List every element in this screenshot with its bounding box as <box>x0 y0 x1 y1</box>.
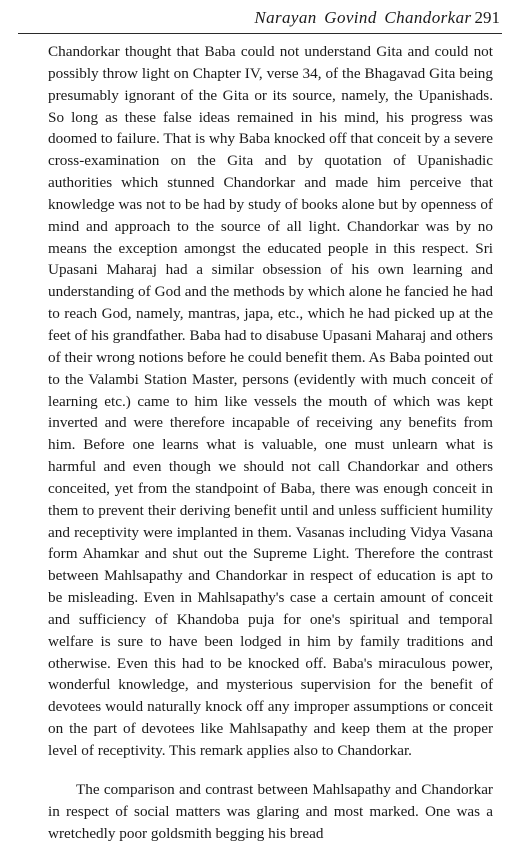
running-title: Narayan Govind Chandorkar <box>254 8 472 27</box>
page-number: 291 <box>474 8 500 27</box>
paragraph: The comparison and contrast between Mahlsapathy and Chandorkar in respect of social matters was glaring and most marked. One was a wretchedly poor goldsmith begging his bread <box>48 780 493 842</box>
paragraph: Chandorkar thought that Baba could not understand Gita and could not possibly throw light on Chapter IV, verse 34, of the Bhagavad Gita being presumably ignorant of the Gita or its source, namely, the Upanishads. So long as these false ideas remained in his mind, his progress was doomed to failure. That is why Baba knocked off that conceit by a severe cross-examination on the Gita and by quotation of Upanishadic authorities which stunned Chandorkar and made him perceive that knowledge was not to be had by study of books alone but by openness of mind and approach to the source of all light. Chandorkar was by no means the exception amongst the educated people in this respect. Sri Upasani Maharaj had a similar obsession of his own learning and understanding of God and the methods by which alone he fancied he had to reach God, namely, mantras, japa, etc., which he had picked up at the feet of his grandfather. Baba had to disabuse Upasani Maharaj and others of their wrong notions before he could benefit them. As Baba pointed out to the Valambi Station Master, persons (evidently with much conceit of learning etc.) came to him like vessels the mouth of which was kept inverted and were therefore incapable of receiving any benefits from him. Before one learns what is valuable, one must unlearn what is harmful and even though we should not call Chandorkar and others conceited, yet from the standpoint of Baba, there was enough conceit in them to prevent their deriving benefit until and unless sufficient humility and receptivity were implanted in them. Vasanas including Vidya Vasana form Ahamkar and shut out the Supreme Light. Therefore the contrast between Mahlsapathy and Chandorkar in respect of education is apt to be misleading. Even in Mahlsapathy's case a certain amount of conceit and sufficiency of Khandoba puja for one's spiritual and temporal welfare is sure to have been lodged in him by family traditions and otherwise. Even this had to be knocked off. Baba's miraculous power, wonderful knowledge, and mysterious supervision for the benefit of devotees would naturally knock off any improper assumptions or conceit on the part of devotees like Mahlsapathy and keep them at the proper level of receptivity. This remark applies also to Chandorkar. <box>48 43 493 759</box>
header-rule <box>18 33 502 34</box>
body-text <box>48 41 493 844</box>
running-header <box>0 8 500 28</box>
